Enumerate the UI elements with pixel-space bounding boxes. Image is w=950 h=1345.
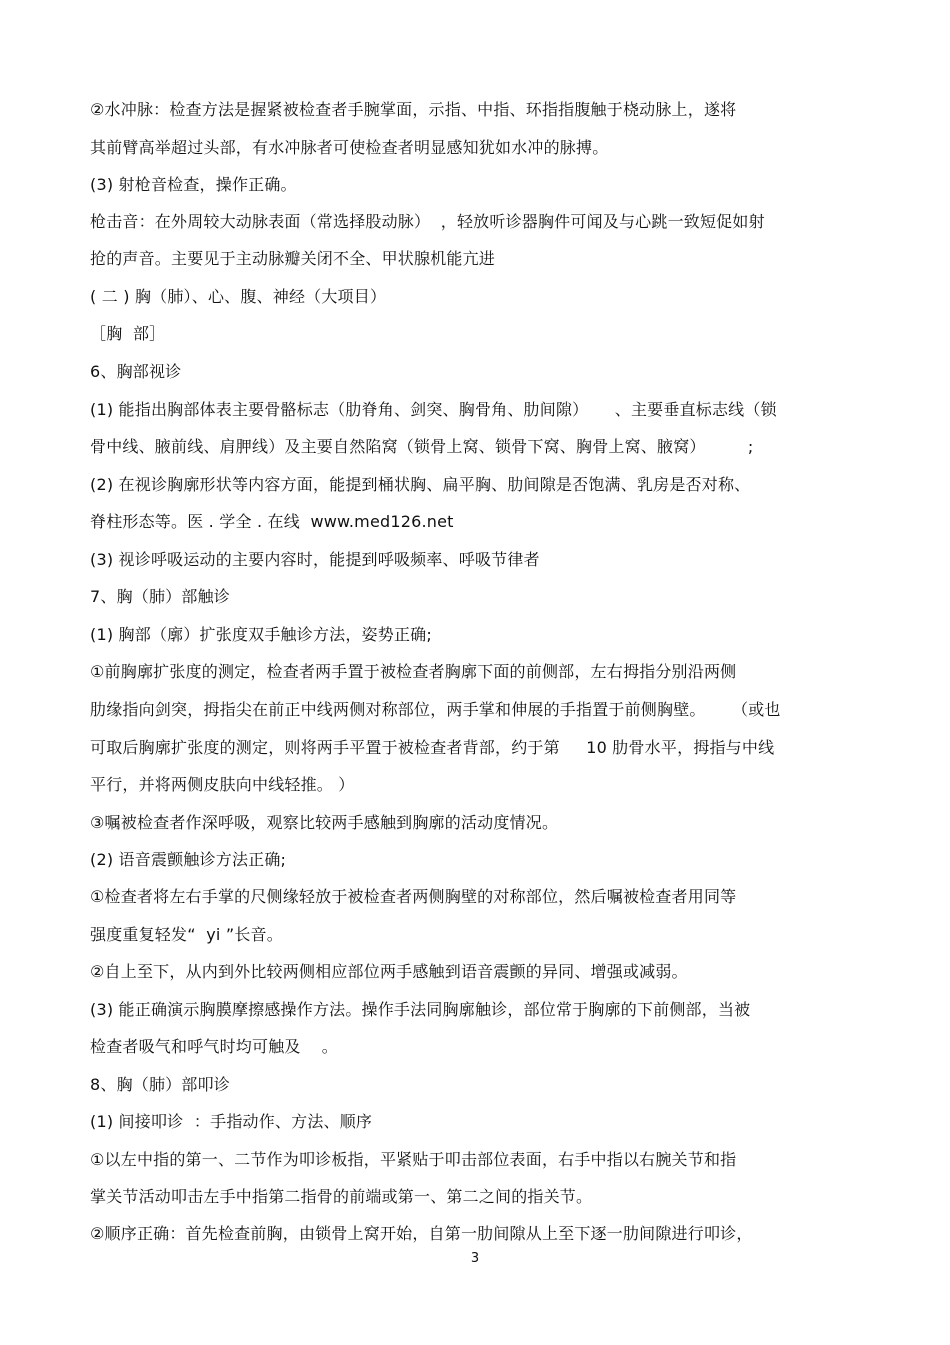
text-line: ②自上至下，从内到外比较两侧相应部位两手感触到语音震颤的异同、增强或减弱。 [90, 962, 688, 981]
text-line: (3) 视诊呼吸运动的主要内容时，能提到呼吸频率、呼吸节律者 [90, 550, 540, 569]
item-heading: 8、胸（肺）部叩诊 [90, 1075, 230, 1094]
text-line: ①前胸廓扩张度的测定，检查者两手置于被检查者胸廓下面的前侧部，左右拇指分别沿两侧 [90, 662, 737, 681]
text-line: (2) 在视诊胸廓形状等内容方面，能提到桶状胸、扁平胸、肋间隙是否饱满、乳房是否对称、 [90, 475, 751, 494]
section-heading: ( 二 ) 胸（肺）、心、腹、神经（大项目） [90, 287, 387, 306]
item-heading: 6、胸部视诊 [90, 362, 182, 381]
text-line: 可取后胸廓扩张度的测定，则将两手平置于被检查者背部，约于第 10 肋骨水平，拇指与中线 [90, 738, 775, 757]
text-line: ②顺序正确：首先检查前胸，由锁骨上窝开始，自第一肋间隙从上至下逐一肋间隙进行叩诊， [90, 1224, 753, 1243]
text-line: 骨中线、腋前线、肩胛线）及主要自然陷窝（锁骨上窝、锁骨下窝、胸骨上窝、腋窝） ; [90, 437, 754, 456]
text-line: (1) 能指出胸部体表主要骨骼标志（肋脊角、剑突、胸骨角、肋间隙） 、主要垂直标志线（锁 [90, 400, 777, 419]
text-line: 掌关节活动叩击左手中指第二指骨的前端或第一、第二之间的指关节。 [90, 1187, 593, 1206]
text-line: (3) 射枪音检查，操作正确。 [90, 175, 297, 194]
text-line: ①以左中指的第一、二节作为叩诊板指，平紧贴于叩击部位表面，右手中指以右腕关节和指 [90, 1150, 737, 1169]
text-line: 强度重复轻发“ yi ”长音。 [90, 925, 283, 944]
text-line: ①检查者将左右手掌的尺侧缘轻放于被检查者两侧胸壁的对称部位，然后嘱被检查者用同等 [90, 887, 737, 906]
text-line: 脊柱形态等。医 . 学全 . 在线 www.med126.net [90, 512, 454, 531]
text-line: (1) 间接叩诊 ：手指动作、方法、顺序 [90, 1112, 373, 1131]
text-line: (1) 胸部（廓）扩张度双手触诊方法，姿势正确; [90, 625, 432, 644]
text-line: 其前臂高举超过头部，有水冲脉者可使检查者明显感知犹如水冲的脉搏。 [90, 138, 609, 157]
text-line: 检查者吸气和呼气时均可触及 。 [90, 1037, 338, 1056]
section-heading: ［胸 部］ [90, 324, 166, 343]
text-line: ②水冲脉：检查方法是握紧被检查者手腕掌面，示指、中指、环指指腹触于桡动脉上，遂将 [90, 100, 737, 119]
text-line: (3) 能正确演示胸膜摩擦感操作方法。操作手法同胸廓触诊，部位常于胸廓的下前侧部，当被 [90, 1000, 751, 1019]
text-line: 平行，并将两侧皮肤向中线轻推。 ） [90, 775, 355, 794]
text-line: 枪击音：在外周较大动脉表面（常选择股动脉） ，轻放听诊器胸件可闻及与心跳一致短促如射 [90, 212, 765, 231]
item-heading: 7、胸（肺）部触诊 [90, 587, 230, 606]
text-line: 抢的声音。主要见于主动脉瓣关闭不全、甲状腺机能亢进 [90, 249, 496, 268]
text-line: (2) 语音震颤触诊方法正确; [90, 850, 287, 869]
text-line: 肋缘指向剑突，拇指尖在前正中线两侧对称部位，两手掌和伸展的手指置于前侧胸壁。 （或也 [90, 700, 781, 719]
text-line: ③嘱被检查者作深呼吸，观察比较两手感触到胸廓的活动度情况。 [90, 813, 559, 832]
page-number: 3 [470, 1251, 480, 1266]
